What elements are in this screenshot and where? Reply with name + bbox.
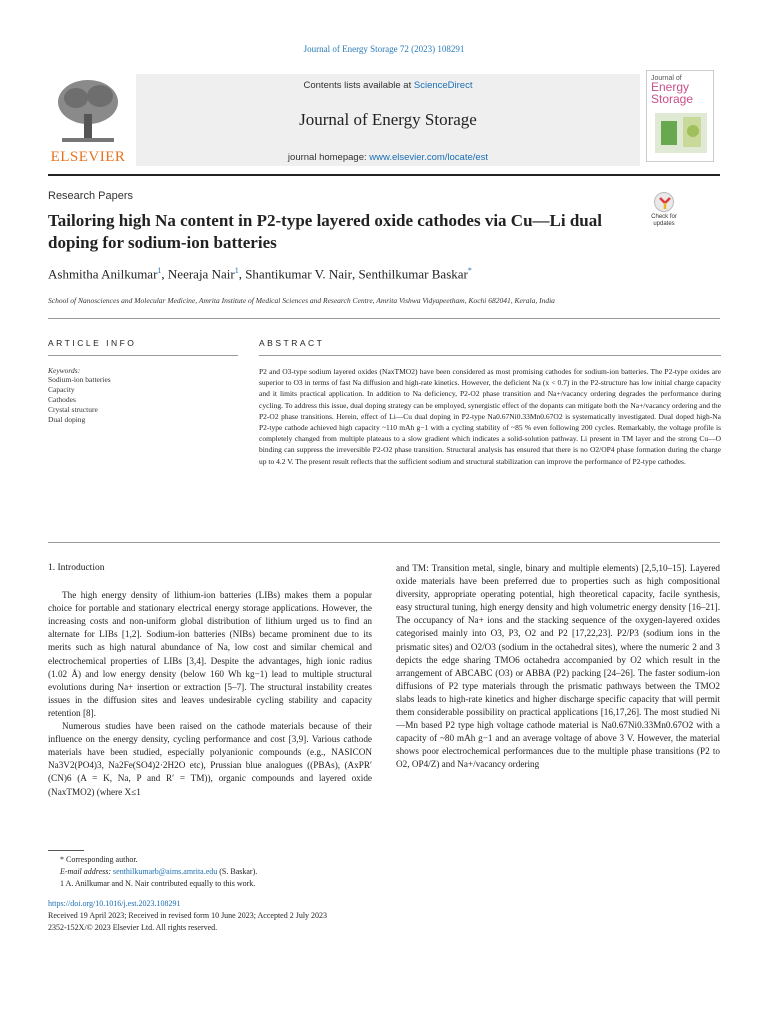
body-paragraph: The high energy density of lithium-ion batteries (LIBs) makes them a popular choice for portable and stationary electrical energy storage applications. However, the increasing costs and non-uniform global distribution of lithium urged us to find an alternate for LIBs [1,2]. Sodium-ion batteries (NIBs) became prominent due to its merits such as high natural abundance of Na, low cost and similar chemical and electrochemical properties of LIBs [3,4]. Despite the advantages, high ionic radius (1.02 Å) and low energy density (below 160 Wh kg−1) lead to multiple structural evolutions during Na+ insertion or extraction [5–7]. The structural instability creates issues in the diffusion sites and leaves undesirable cycling stability and capacity retention [8]. bbox=[48, 590, 372, 718]
contents-line bbox=[136, 80, 640, 91]
author-list: Ashmitha Anilkumar$^1$, Neeraja Nair$^1$, Shantikumar V. Nair, Senthilkumar Baskar* bbox=[48, 266, 472, 282]
cover-title-line2: Storage bbox=[651, 92, 694, 106]
corresponding-author-sup[interactable]: * bbox=[467, 266, 472, 275]
body-column-left bbox=[48, 562, 372, 799]
journal-title: Journal of Energy Storage bbox=[299, 110, 477, 129]
author-name[interactable]: Ashmitha Anilkumar bbox=[48, 266, 158, 282]
elsevier-logo[interactable] bbox=[48, 76, 128, 166]
footnotes bbox=[48, 854, 720, 890]
abstract-rule bbox=[259, 355, 721, 356]
sciencedirect-link[interactable]: ScienceDirect bbox=[413, 80, 473, 91]
journal-homepage-link[interactable]: www.elsevier.com/locate/est bbox=[369, 152, 489, 163]
keyword[interactable]: Cathodes bbox=[48, 395, 76, 404]
crossmark-icon bbox=[654, 192, 674, 212]
check-for-updates-button[interactable] bbox=[646, 192, 682, 232]
copyright: 2352-152X/© 2023 Elsevier Ltd. All rights reserved. bbox=[48, 923, 218, 932]
body-paragraph: Numerous studies have been raised on the cathode materials because of their influence on the energy density, cycling performance and cost [3,9]. Various cathode materials have been studied, especially polyanionic compounds (e.g., NASICON Na3V2(PO4)3, Na2Fe(SO4)2·2H2O etc), Prussian blue analogues ((PBAs), (AxPR′(CN)6 (A = K, Na, P and R′ = TM)), organic compounds and layered oxide (NaxTMO2) (where X≤1 bbox=[48, 721, 372, 797]
keyword[interactable]: Sodium-ion batteries bbox=[48, 375, 111, 384]
crossmark-label: Check for updates bbox=[651, 214, 677, 227]
keywords-label: Keywords: bbox=[48, 366, 81, 375]
keyword[interactable]: Dual doping bbox=[48, 415, 86, 424]
abstract-heading: ABSTRACT bbox=[259, 338, 325, 348]
running-head[interactable]: Journal of Energy Storage 72 (2023) 108291 bbox=[303, 44, 465, 54]
footnote-rule bbox=[48, 850, 84, 851]
article-info-rule bbox=[48, 355, 238, 356]
cover-small-text: Journal of bbox=[651, 75, 682, 82]
article-info-heading: ARTICLE INFO bbox=[48, 338, 137, 348]
cover-title-line1: Energy bbox=[651, 80, 690, 94]
received-dates: Received 19 April 2023; Received in revised form 10 June 2023; Accepted 2 July 2023 bbox=[48, 911, 328, 920]
masthead-center bbox=[136, 74, 640, 166]
journal-cover[interactable] bbox=[646, 70, 714, 162]
cover-title bbox=[651, 81, 693, 105]
affiliation: School of Nanosciences and Molecular Medicine, Amrita Institute of Medical Sciences and Research Centre, Amrita Vishwa Vidyapeetham, Kochi 682041, Kerala, India bbox=[48, 296, 555, 305]
email-label: E-mail address: bbox=[60, 867, 114, 876]
contents-prefix: Contents lists available at bbox=[303, 80, 414, 91]
elsevier-tree-icon bbox=[54, 76, 122, 146]
journal-masthead bbox=[48, 70, 720, 166]
keyword[interactable]: Crystal structure bbox=[48, 405, 98, 414]
article-type: Research Papers bbox=[48, 190, 133, 202]
author-name[interactable]: Shantikumar V. Nair bbox=[245, 266, 352, 282]
author-affil-sup[interactable]: 1 bbox=[234, 266, 239, 275]
abstract-text: P2 and O3-type sodium layered oxides (NaxTMO2) have been considered as most promising cathodes for sodium-ion batteries. The P2-type oxides are superior to O3 in terms of fast Na diffusion and high-rate kinetics. However, the deficient Na (x < 0.7) in the P2-structure has low initial charge capacity and it limits practical application. In addition to Na deficiency, P2-O2 phase transition and Na+/vacancy ordering degrades the performance during cycling. To address this issue, dual doping strategy can be employed, synergistic effect of the dopants can mitigate both the Na+/vacancy ordering and the P2-O2 phase transitions. Herein, effect of Li—Cu dual doping in P2-type Na0.67Ni0.33Mn0.67O2 is systematically investigated. Dual doped high-Na P2-type cathode achieved high capacity ~110 mAh g−1 with a cycling stability of ~85 % even following 200 cycles. Remarkably, the voltage profile is completely changed from multiple plateaus to a slow gradient which indicates a solid-solution pathway. Li present in TM layer and the strong Cu—O binding can suppress the irreversible P2-O2 phase transition. Structural analysis has ensured that there is no O2/OP4 phase formation during the charge up to 4.2 V. The present result reflects that the sufficient sodium and structural stabilization can improve the performance of P2-type cathodes. bbox=[259, 367, 721, 466]
crossmark-glyph-icon bbox=[655, 193, 675, 213]
corresponding-author-note: * Corresponding author. bbox=[60, 855, 138, 864]
author-name[interactable]: Neeraja Nair bbox=[167, 266, 235, 282]
abstract bbox=[259, 338, 721, 467]
header-divider bbox=[48, 318, 720, 319]
homepage-line bbox=[136, 152, 640, 163]
homepage-prefix: journal homepage: bbox=[287, 152, 370, 163]
author-name[interactable]: Senthilkumar Baskar bbox=[358, 266, 468, 282]
body-column-right bbox=[396, 562, 720, 772]
keyword[interactable]: Capacity bbox=[48, 385, 75, 394]
email-note bbox=[48, 866, 720, 878]
cover-image-icon bbox=[655, 113, 707, 153]
equal-contribution-note: 1 A. Anilkumar and N. Nair contributed equally to this work. bbox=[60, 879, 256, 888]
section-heading-introduction: 1. Introduction bbox=[48, 563, 105, 573]
article-info bbox=[48, 338, 238, 425]
email-link[interactable]: senthilkumarb@aims.amrita.edu bbox=[113, 867, 218, 876]
email-suffix: (S. Baskar). bbox=[217, 867, 258, 876]
body-paragraph: and TM: Transition metal, single, binary and multiple elements) [2,5,10–15]. Layered oxide materials have been preferred due to properties such as high compositional diversity, appropriate operating potential, high theoretical capacity, facile synthesis, easy structural tuning, high energy density and high volumetric energy density [16–21]. The occupancy of Na+ ions and the stacking sequence of the oxygen-layered oxides categorised mainly into O3, P3, O2 and P2 [17,22,23]. P2/P3 (sodium ions in the prismatic sites) and O2/O3 (sodium in the octahedral sites), where the numeric 2 and 3 depicts the edge sharing TMO6 octahedra accompanied by O2 which result in the arrangement of ABCABC (O3) or ABBA (P2) packing [24–26]. The faster sodium-ion diffusions of P2 type materials through the prismatic pathways between the TMO2 slabs leads to high-rate kinetics and higher discharge specific capacity that will permit them considerable possibility on practical applications [16,17,26]. The most studied Ni—Mn based P2 type high voltage cathode material is Na0.67Ni0.33Mn0.67O2 with a capacity of ~80 mAh g−1 and an average voltage of above 3 V. However, the material shows poor electrochemical performances due to the multiple phase transitions (P2 to O2, OP4/Z) and Na+/vacancy ordering bbox=[396, 563, 720, 770]
masthead-divider bbox=[48, 174, 720, 176]
article-title: Tailoring high Na content in P2-type layered oxide cathodes via Cu—Li dual doping for sodium-ion batteries bbox=[48, 211, 602, 252]
doi-block bbox=[48, 898, 720, 934]
doi-link[interactable]: https://doi.org/10.1016/j.est.2023.108291 bbox=[48, 899, 181, 908]
author-affil-sup[interactable]: 1 bbox=[157, 266, 162, 275]
abstract-divider bbox=[48, 542, 720, 543]
elsevier-wordmark: ELSEVIER bbox=[50, 149, 126, 165]
